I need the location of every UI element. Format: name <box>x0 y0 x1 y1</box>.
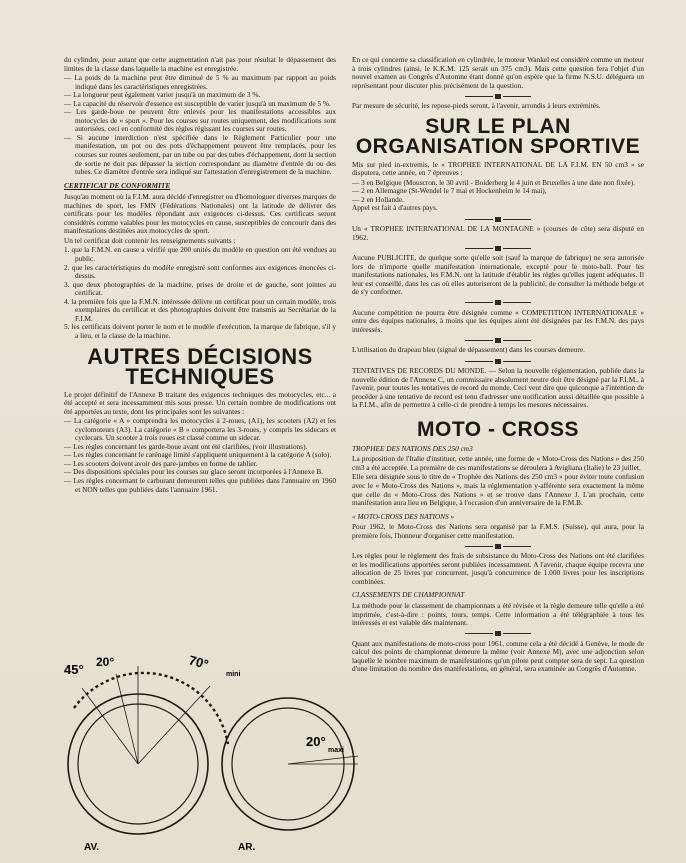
list-item: — La longueur peut également varier jusqu'à un maximum de 3 %. <box>64 90 261 100</box>
list-item: 1. que la F.M.N. en cause a vérifié que 200 unités du modèle en question ont été vendues au public. <box>64 245 336 264</box>
sportive-title-line-1: SUR LE PLAN <box>425 114 571 138</box>
list-item: — Les règles concernant le carburant demeurent telles que publiées dans l'annuaire en 1960 et NON telles que publiées dans l'annuaire 1961. <box>64 475 336 494</box>
list-item: 3. que deux photographies de la machine, prises de droite et de gauche, sont jointes au certificat. <box>64 279 336 298</box>
autres-paragraph: Le projet définitif de l'Annexe B traitant des exigences techniques des motocycles, etc... a été accepté et sera incessamment mis sous presse. Un certain nombre de modifications ont été apportées au texte, dont les principales sont les suivantes : <box>64 389 336 416</box>
list-item: — La capacité du réservoir d'essence est susceptible de varier jusqu'à un maximum de 5 %. <box>64 98 331 108</box>
list-item: — Les scooters doivent avoir des pare-jambes en forme de tablier. <box>64 458 258 468</box>
mcn-heading: « MOTO-CROSS DES NATIONS » <box>352 511 455 521</box>
classements-heading: CLASSEMENTS DE CHAMPIONNAT <box>352 590 465 600</box>
right-column <box>352 56 644 675</box>
publicite-paragraph: Aucune PUBLICITE, de quelque sorte qu'elle soit (sauf la marque de fabrique) ne sera autorisée lors de n'importe quelle manifestation internationale, excepté pour le moto-ball. Pour les manifestations nationales, les F.M.N. ont la latitude d'établir les règles qu'elles jugent adéquates. Il leur est conseillé, dans les cas où elles autoriseront de la publicité, de consulter la méthode belge et de s'y conformer. <box>352 253 644 297</box>
trophee-paragraph: Mis sur pied in-extremis, le « TROPHEE INTERNATIONAL DE LA F.I.M. EN 50 cm3 » se disputera, cette année, en 7 épreuves : <box>352 159 644 178</box>
separator <box>352 92 644 100</box>
list-item: — La catégorie « A » comprendra les motocycles à 2-roues, (A1), les scooters (A2) et les cyclomoteurs (A3). La catégorie « B » comportera les 3-roues, y compris les sidecars et cyclecars. Un scooter à trois roues est classé comme un sidecar. <box>64 416 336 443</box>
autres-title-line-2: TECHNIQUES <box>125 363 275 389</box>
sportive-title <box>352 114 644 158</box>
separator <box>352 215 644 223</box>
list-item: — 2 en Hollande. <box>352 194 404 204</box>
separator <box>352 630 644 638</box>
intro-paragraph: du cylindre, pour autant que cette augmentation n'ait pas pour résultat le dépassement des limites de la classe dans laquelle la machine est enregistrée. <box>64 55 336 73</box>
separator <box>352 542 644 550</box>
moto-cross-title: MOTO - CROSS <box>417 417 579 441</box>
trophee-nations-heading: TROPHEE DES NATIONS DES 250 cm3 <box>352 443 473 453</box>
competition-paragraph: Aucune compétition ne pourra être désignée comme « COMPETITION INTERNATIONALE » entre des équipes nationales, à moins que les équipes aient été désignées par les F.M.N. des pays intéressés. <box>352 307 644 334</box>
rear-angle-line <box>288 756 358 764</box>
cert-heading: CERTIFICAT DE CONFORMITE <box>64 180 171 190</box>
angle-45-label: 45° <box>64 662 84 677</box>
left-column <box>64 56 336 494</box>
frais-paragraph: Les règles pour le règlement des frais de subsistance du Moto-Cross des Nations ont été clarifiées et les modifications apportées seront publiées incessamment. A l'avenir, chaque équipe recevra une allocation de 25 livres par concurrent, jusqu'à concurrence de 1.000 livres pour les inscriptions combinées. <box>352 551 644 586</box>
drapeau-paragraph: L'utilisation du drapeau bleu (signal de dépassement) dans les courses demeure. <box>352 345 585 355</box>
trophee-nations-paragraph-2: Elle sera désignée sous le titre de « Trophée des Nations des 250 cm3 » pour éviter toute confusion avec le « Moto-Cross des Nations », mais la réglementation y-afférente sera exactement la même que celle du « Moto-Cross des Nations » et se trouve dans l'Annexe J. L'an prochain, cette manifestation aura lieu en Belgique, à l'occasion d'un anniversaire de la F.M.B. <box>352 472 644 508</box>
separator <box>352 357 644 365</box>
list-item: 5. les certificats doivent porter le nom et le modèle d'exécution, la marque de fabrique, s'il y a lieu, et la classe de la machine. <box>64 322 336 340</box>
av-label: AV. <box>84 842 100 853</box>
list-item: 4. la première fois que la F.M.N. intéressée délivre un certificat pour un certain modèle, trois exemplaires du certificat et des photographies doivent être transmis au Secrétariat de la F.I.M. <box>64 296 336 323</box>
montagne-paragraph: Un « TROPHEE INTERNATIONAL DE LA MONTAGNE » (courses de côte) sera disputé en 1962. <box>352 224 644 242</box>
list-item: — Des dispositions spéciales pour les courses sur glace seront incorporées à l'Annexe B. <box>64 467 324 477</box>
separator <box>352 299 644 307</box>
autres-title-line-1: AUTRES DÉCISIONS <box>87 343 313 369</box>
list-item: — La poids de la machine peut être diminué de 5 % au maximum par rapport au poids indiqué dans les caractéristiques enregistrées. <box>64 73 336 91</box>
appel-paragraph: Appel est fait à d'autres pays. <box>352 203 438 213</box>
list-item: — Si aucune interdiction n'est spécifiée dans le Règlement Particulier pour une manifestation, un pot ou des pots d'échappement peuvent être remplacés, pour les courses sur routes seulement, par un tube ou par des tubes d'échappement, dont la section de sortie ne doit pas dépasser la section correspondant au diamètre d'entrée du ou des tubes. Ce diamètre d'entrée sera indiqué sur l'attestation d'enregistrement de la machine. <box>64 132 336 177</box>
autres-title <box>64 343 336 389</box>
list-item: 2. que les caractéristiques du modèle enregistré sont conformes aux exigences énoncées ci-dessus. <box>64 262 336 281</box>
list-item: — Les garde-boue ne peuvent être enlevés pour les manifestations accessibles aux motocycles de « sport ». Pour les courses sur routes uniquement, des modifications sont autorisées, ceci en conformité des règles régissant les courses sur routes. <box>64 107 336 134</box>
cert-paragraph-2: Un tel certificat doit contenir les renseignements suivants : <box>64 235 236 245</box>
separator <box>352 244 644 252</box>
list-item: — Les règles concernant le carénage limité s'appliquent uniquement à la catégorie A (solo). <box>64 450 332 460</box>
front-angle-line-20 <box>116 674 138 764</box>
mudguard-diagram <box>60 636 360 856</box>
maxi-label: maxi <box>328 747 344 754</box>
front-angle-line-70 <box>138 686 210 764</box>
mudguard-illustration <box>60 636 360 856</box>
classements-paragraph: La méthode pour le classement de championnats a été révisée et la règle demeure telle qu'elle a été imprimée, c'est-à-dire : points, tours, temps. Cette information a été télégraphiée à tous les intéressés et est valable dès maintenant. <box>352 600 644 628</box>
list-item: — 3 en Belgique (Mouscron, le 30 avril - Boiderberg le 4 juin et Bruxelles à une date non fixée). <box>352 177 635 187</box>
angle-20-label: 20° <box>96 655 115 669</box>
mini-label: mini <box>226 671 241 678</box>
angle-70-label: 70° <box>187 652 211 672</box>
angle-20-rear-label: 20° <box>306 734 326 749</box>
sportive-title-line-2: ORGANISATION SPORTIVE <box>355 134 641 158</box>
final-paragraph: Quant aux manifestations de moto-cross pour 1961, comme cela a été décidé à Genève, le mode de calcul des points de championnat demeure la même (voir Annexe M), avec une adjonction selon laquelle le nombre maximum de manifestations qu'un pilote peut compter sera de sept. La question d'une limitation du nombre des manifestations, en général, sera examinée au Congrès d'Automne. <box>352 638 644 674</box>
separator <box>352 336 644 344</box>
wankel-paragraph: En ce qui concerne sa classification en cylindrée, le moteur Wankel est considéré comme un moteur à trois cylindres (ainsi, le K.K.M. 125 serait un 375 cm3). Mais cette question fera l'objet d'un nouvel examen au Congrès d'Automne étant donné qu'on espère que la firme N.S.U. déléguera un représentant pour discuter plus précisément de la question. <box>352 55 644 90</box>
ar-label: AR. <box>238 842 256 853</box>
list-item: — 2 en Allemagne (St-Wendel le 7 mai et Hockenheim le 14 mai), <box>352 186 547 196</box>
securite-paragraph: Par mesure de sécurité, les repose-pieds seront, à l'avenir, arrondis à leurs extrémités. <box>352 101 601 111</box>
cert-paragraph: Jusqu'au moment où la F.I.M. aura décidé d'enregistrer ou d'homologuer diverses marques de machines de sport, les FMN (Fédérations Nationales) ont la latitude de délivrer des certificats pour les modèles répondant aux exigences ci-dessus. Ces certificats seront considérés comme valables pour les motocycles en cause, susceptibles de concourir dans des manifestations destinées aux motocycles de sport. <box>64 192 336 236</box>
trophee-nations-paragraph: La proposition de l'Italie d'instituer, cette année, une forme de « Moto-Cross des Nations » des 250 cm3 a été acceptée. La première de ces manifestations se déroulera à Avigliana (Italie) le 23 juillet. <box>352 454 644 472</box>
records-paragraph: TENTATIVES DE RECORDS DU MONDE. — Selon la nouvelle réglementation, publiée dans la nouvelle édition de l'Annexe C, un commissaire absolument neutre doit être désigné par la F.I.M., à l'avenir, pour toutes les tentatives de record du monde. Ceci veut dire que quiconque a l'intention de procéder à une tentative de record est tenu d'adresser une notification aussi détaillée que possible à la F.I.M., afin de permettre à celle-ci de prendre à temps les mesures nécessaires. <box>352 366 644 410</box>
mcn-paragraph: Pour 1962, le Moto-Cross des Nations sera organisé par la F.M.S. (Suisse), qui aura, pour la première fois, l'honneur d'organiser cette manifestation. <box>352 522 644 540</box>
list-item: — Les règles concernant les garde-boue avant ont été clarifiées, (voir illustrations). <box>64 441 308 451</box>
